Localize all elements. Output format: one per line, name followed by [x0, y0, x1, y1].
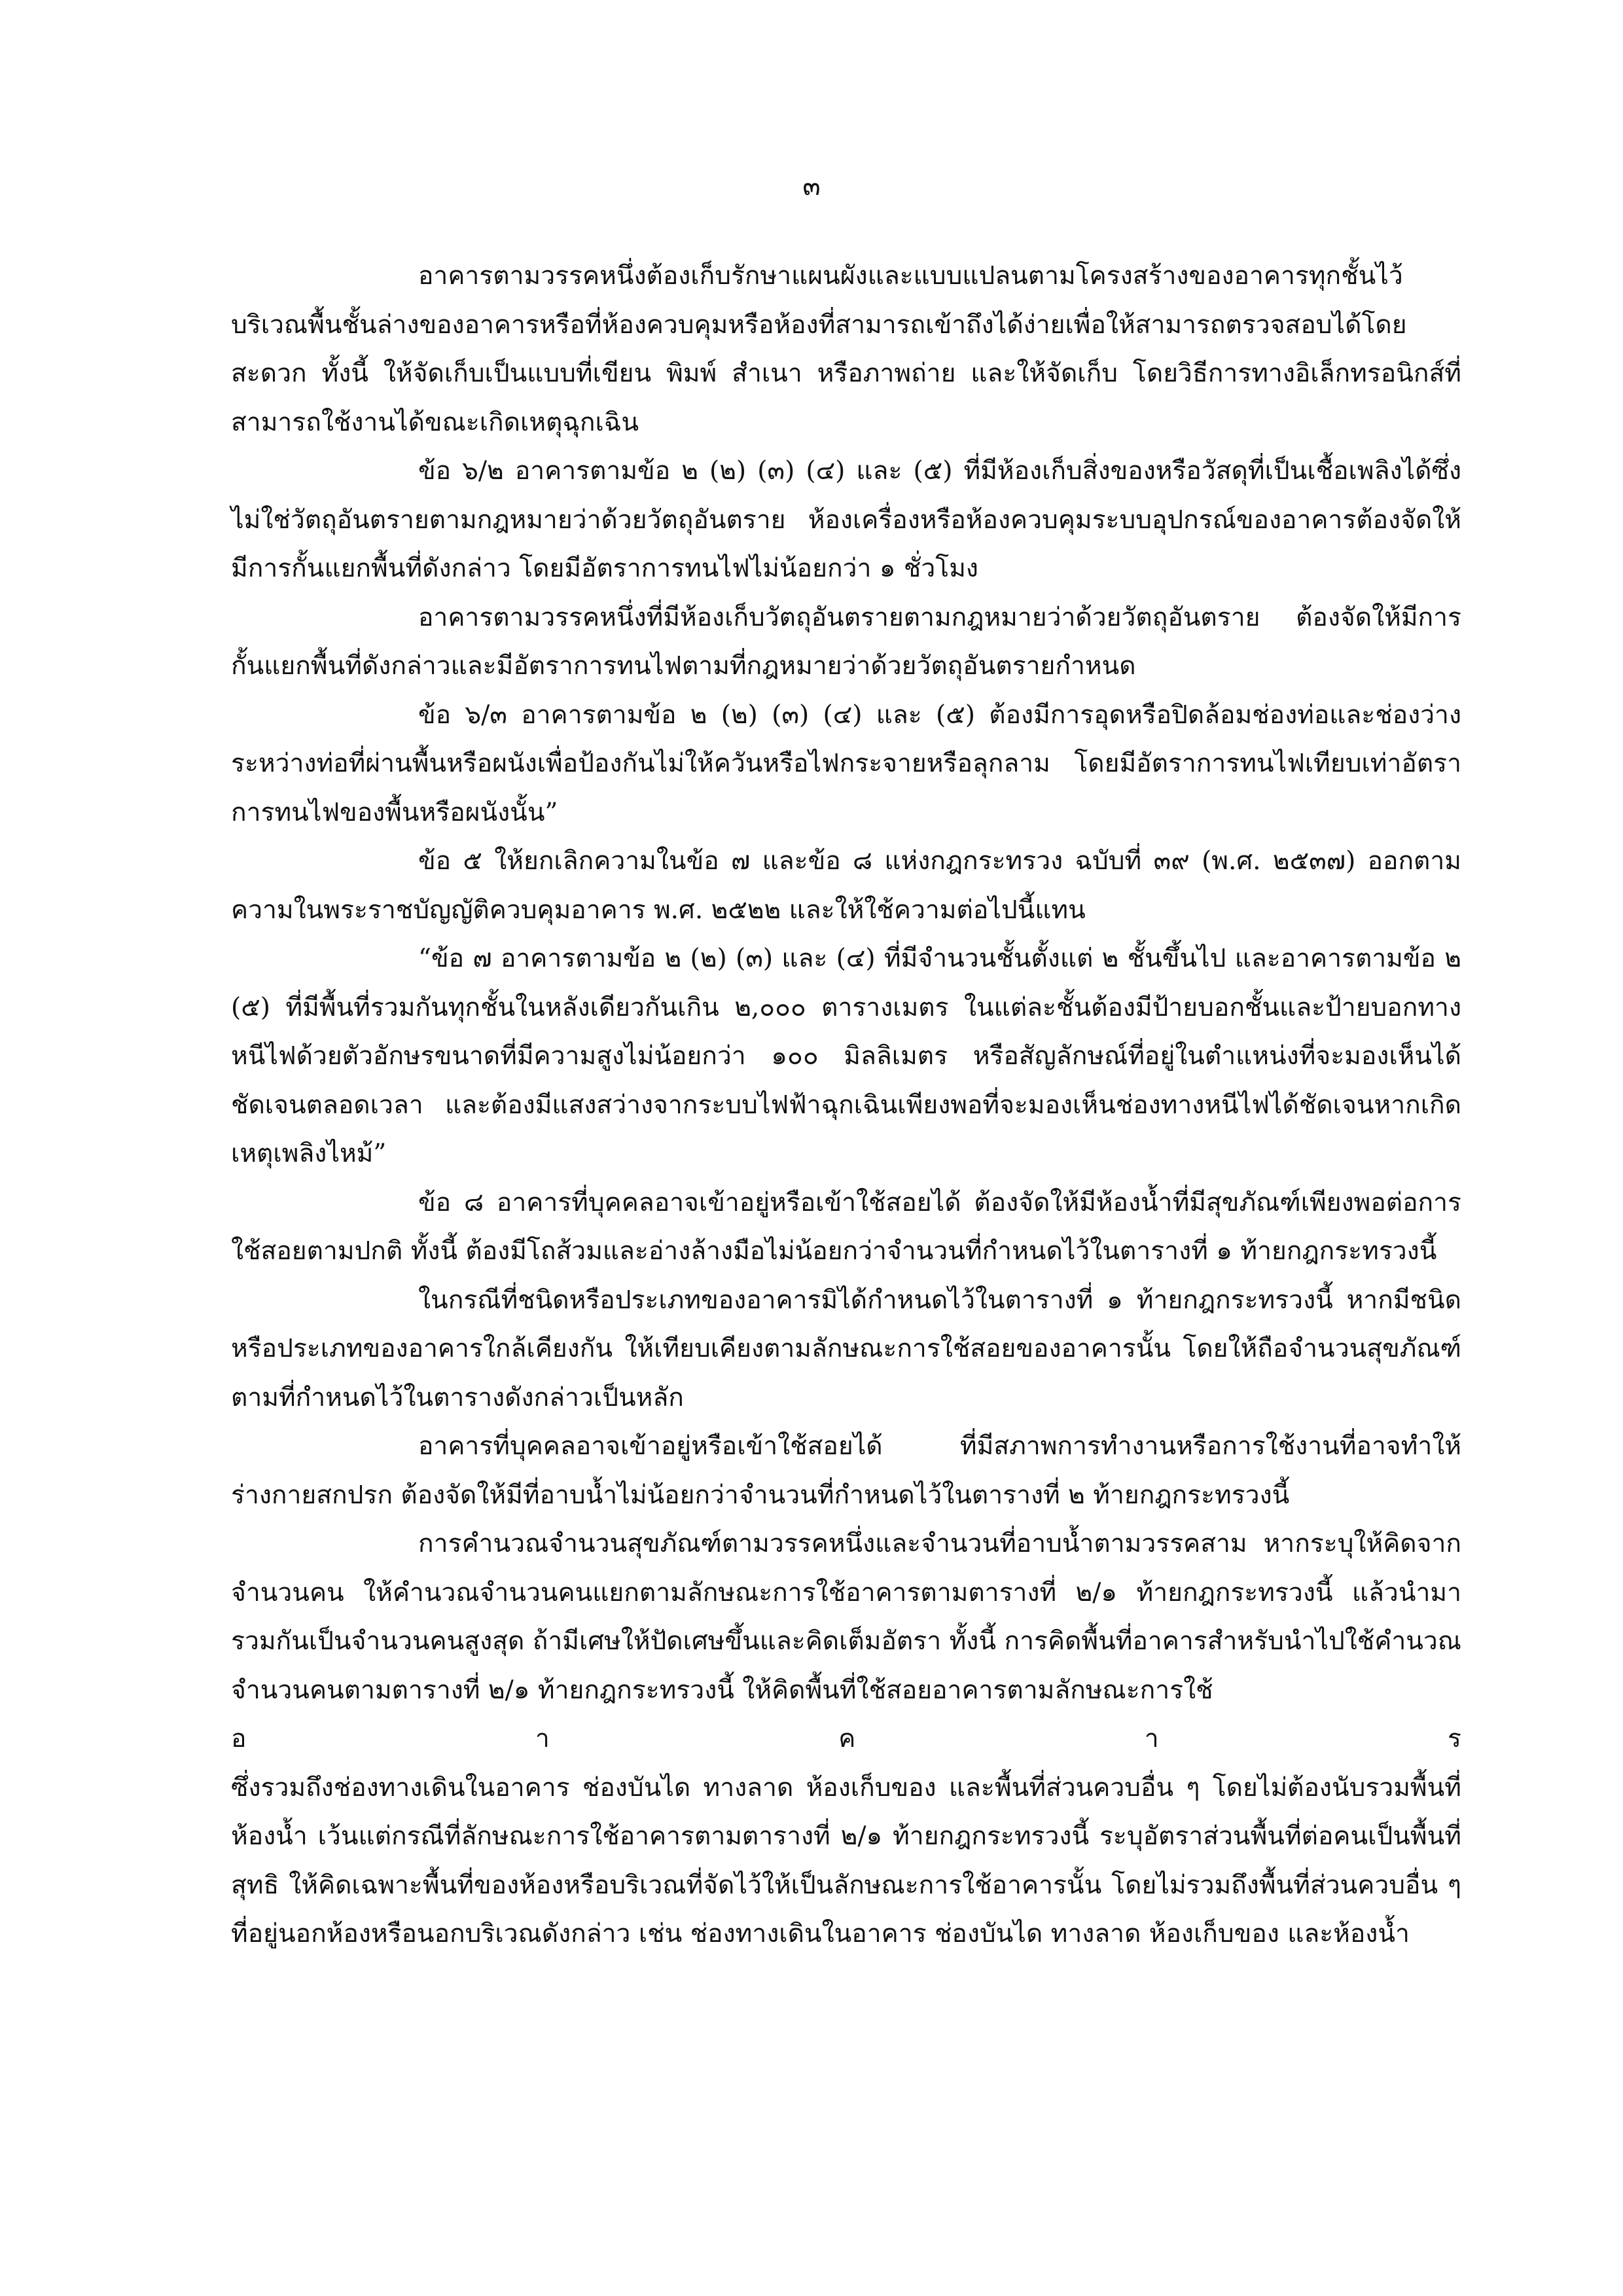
- paragraph: ข้อ ๕ ให้ยกเลิกความในข้อ ๗ และข้อ ๘ แห่งกฎกระทรวง ฉบับที่ ๓๙ (พ.ศ. ๒๕๓๗) ออกตามความในพระราชบัญญัติควบคุมอาคาร พ.ศ. ๒๕๒๒ และให้ใช้ความต่อไปนี้แทน: [231, 846, 1461, 925]
- spread-letter: ค: [838, 1724, 856, 1753]
- spread-letter: ร: [1448, 1724, 1461, 1753]
- page-number: ๓: [802, 171, 821, 202]
- paragraph: “ข้อ ๗ อาคารตามข้อ ๒ (๒) (๓) และ (๔) ที่มีจำนวนชั้นตั้งแต่ ๒ ชั้นขึ้นไป และอาคารตามข้อ ๒ (๕) ที่มีพื้นที่รวมกันทุกชั้นในหลังเดียวกันเกิน ๒,๐๐๐ ตารางเมตร ในแต่ละชั้นต้องมีป้ายบอกชั้นและป้ายบอกทางหนีไฟด้วยตัวอักษรขนาดที่มีความสูงไม่น้อยกว่า ๑๐๐ มิลลิเมตร หรือสัญลักษณ์ที่อยู่ในตำแหน่งที่จะมองเห็นได้ชัดเจนตลอดเวลา และต้องมีแสงสว่างจากระบบไฟฟ้าฉุกเฉินเพียงพอที่จะมองเห็นช่องทางหนีไฟได้ชัดเจนหากเกิดเหตุเพลิงไหม้”: [231, 944, 1461, 1168]
- spread-word-line: [231, 1715, 1461, 1764]
- paragraph: ข้อ ๖/๓ อาคารตามข้อ ๒ (๒) (๓) (๔) และ (๕) ต้องมีการอุดหรือปิดล้อมช่องท่อและช่องว่างระหว่างท่อที่ผ่านพื้นหรือผนังเพื่อป้องกันไม่ให้ควันหรือไฟกระจายหรือลุกลาม โดยมีอัตราการทนไฟเทียบเท่าอัตราการทนไฟของพื้นหรือผนังนั้น”: [231, 700, 1461, 827]
- paragraph: ข้อ ๖/๒ อาคารตามข้อ ๒ (๒) (๓) (๔) และ (๕) ที่มีห้องเก็บสิ่งของหรือวัสดุที่เป็นเชื้อเพลิงได้ซึ่งไม่ใช่วัตถุอันตรายตามกฎหมายว่าด้วยวัตถุอันตราย ห้องเครื่องหรือห้องควบคุมระบบอุปกรณ์ของอาคารต้องจัดให้มีการกั้นแยกพื้นที่ดังกล่าว โดยมีอัตราการทนไฟไม่น้อยกว่า ๑ ชั่วโมง: [231, 456, 1461, 583]
- paragraph: ในกรณีที่ชนิดหรือประเภทของอาคารมิได้กำหนดไว้ในตารางที่ ๑ ท้ายกฎกระทรวงนี้ หากมีชนิดหรือประเภทของอาคารใกล้เคียงกัน ให้เทียบเคียงตามลักษณะการใช้สอยของอาคารนั้น โดยให้ถือจำนวนสุขภัณฑ์ตามที่กำหนดไว้ในตารางดังกล่าวเป็นหลัก: [231, 1285, 1461, 1412]
- paragraph: ซึ่งรวมถึงช่องทางเดินในอาคาร ช่องบันได ทางลาด ห้องเก็บของ และพื้นที่ส่วนควบอื่น ๆ โดยไม่ต้องนับรวมพื้นที่ห้องน้ำ เว้นแต่กรณีที่ลักษณะการใช้อาคารตามตารางที่ ๒/๑ ท้ายกฎกระทรวงนี้ ระบุอัตราส่วนพื้นที่ต่อคนเป็นพื้นที่สุทธิ ให้คิดเฉพาะพื้นที่ของห้องหรือบริเวณที่จัดไว้ให้เป็นลักษณะการใช้อาคารนั้น โดยไม่รวมถึงพื้นที่ส่วนควบอื่น ๆ ที่อยู่นอกห้องหรือนอกบริเวณดังกล่าว เช่น ช่องทางเดินในอาคาร ช่องบันได ทางลาด ห้องเก็บของ และห้องน้ำ: [231, 1772, 1461, 1948]
- paragraph: ข้อ ๘ อาคารที่บุคคลอาจเข้าอยู่หรือเข้าใช้สอยได้ ต้องจัดให้มีห้องน้ำที่มีสุขภัณฑ์เพียงพอต่อการใช้สอยตามปกติ ทั้งนี้ ต้องมีโถส้วมและอ่างล้างมือไม่น้อยกว่าจำนวนที่กำหนดไว้ในตารางที่ ๑ ท้ายกฎกระทรวงนี้: [231, 1187, 1461, 1266]
- spread-letter: า: [535, 1724, 550, 1753]
- paragraph: การคำนวณจำนวนสุขภัณฑ์ตามวรรคหนึ่งและจำนวนที่อาบน้ำตามวรรคสาม หากระบุให้คิดจากจำนวนคน ให้คำนวณจำนวนคนแยกตามลักษณะการใช้อาคารตามตารางที่ ๒/๑ ท้ายกฎกระทรวงนี้ แล้วนำมารวมกันเป็นจำนวนคนสูงสุด ถ้ามีเศษให้ปัดเศษขึ้นและคิดเต็มอัตรา ทั้งนี้ การคิดพื้นที่อาคารสำหรับนำไปใช้คำนวณจำนวนคนตามตารางที่ ๒/๑ ท้ายกฎกระทรวงนี้ ให้คิดพื้นที่ใช้สอยอาคารตามลักษณะการใช้: [231, 1529, 1461, 1705]
- paragraph: อาคารตามวรรคหนึ่งที่มีห้องเก็บวัตถุอันตรายตามกฎหมายว่าด้วยวัตถุอันตราย ต้องจัดให้มีการกั้นแยกพื้นที่ดังกล่าวและมีอัตราการทนไฟตามที่กฎหมายว่าด้วยวัตถุอันตรายกำหนด: [231, 602, 1461, 681]
- spread-letter: อ: [231, 1724, 247, 1753]
- paragraph: อาคารที่บุคคลอาจเข้าอยู่หรือเข้าใช้สอยได้ ที่มีสภาพการทำงานหรือการใช้งานที่อาจทำให้ร่างกายสกปรก ต้องจัดให้มีที่อาบน้ำไม่น้อยกว่าจำนวนที่กำหนดไว้ในตารางที่ ๒ ท้ายกฎกระทรวงนี้: [231, 1431, 1461, 1510]
- document-body: [231, 252, 1461, 1959]
- paragraph: อาคารตามวรรคหนึ่งต้องเก็บรักษาแผนผังและแบบแปลนตามโครงสร้างของอาคารทุกชั้นไว้บริเวณพื้นชั้นล่างของอาคารหรือที่ห้องควบคุมหรือห้องที่สามารถเข้าถึงได้ง่ายเพื่อให้สามารถตรวจสอบได้โดยสะดวก ทั้งนี้ ให้จัดเก็บเป็นแบบที่เขียน พิมพ์ สำเนา หรือภาพถ่าย และให้จัดเก็บ โดยวิธีการทางอิเล็กทรอนิกส์ที่สามารถใช้งานได้ขณะเกิดเหตุฉุกเฉิน: [231, 261, 1461, 437]
- spread-letter: า: [1144, 1724, 1159, 1753]
